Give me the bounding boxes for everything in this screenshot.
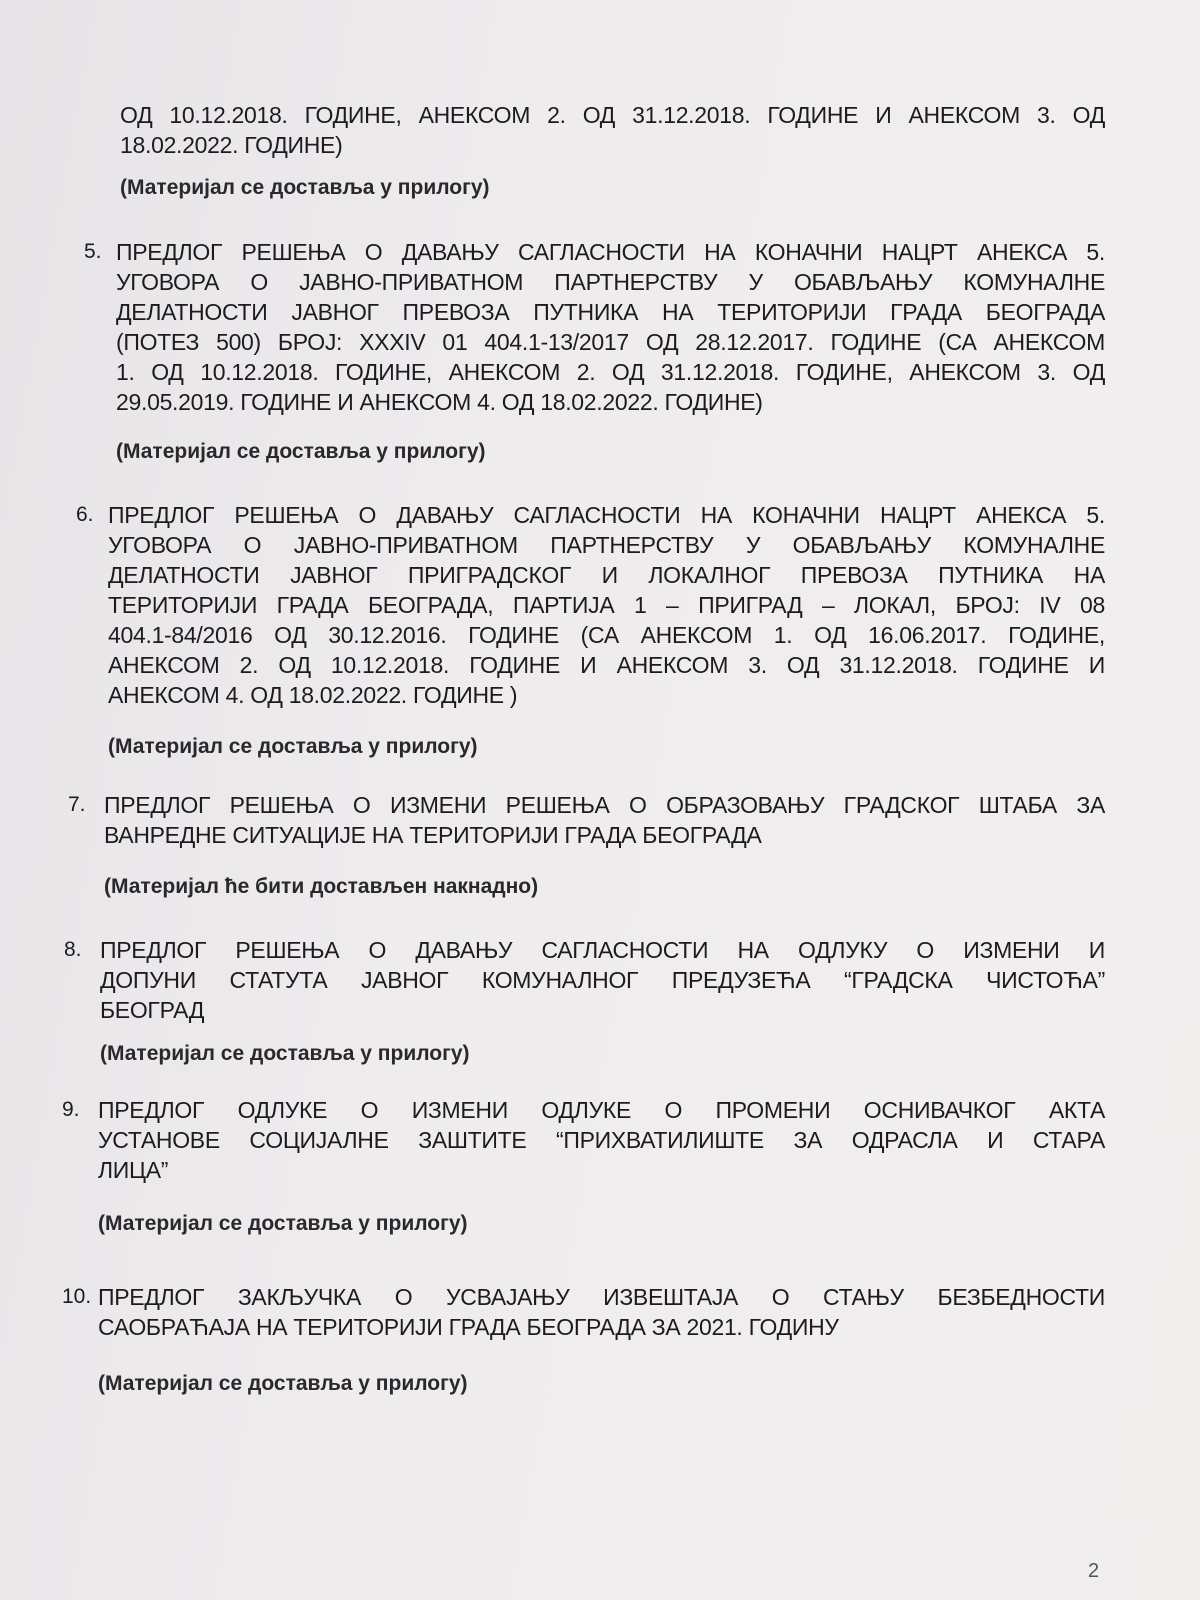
item-number: 9. — [62, 1098, 80, 1121]
agenda-item-text — [98, 1095, 1105, 1185]
agenda-item-text — [100, 935, 1105, 1025]
text-line: ПРЕДЛОГ РЕШЕЊА О ДАВАЊУ САГЛАСНОСТИ НА КОНАЧНИ НАЦРТ АНЕКСА 5. — [116, 239, 1105, 265]
text-line: АНЕКСОМ 2. ОД 10.12.2018. ГОДИНЕ И АНЕКСОМ 3. ОД 31.12.2018. ГОДИНЕ И — [108, 652, 1105, 678]
material-note: (Материјал се доставља у прилогу) — [120, 176, 490, 199]
text-line: ДЕЛАТНОСТИ ЈАВНОГ ПРИГРАДСКОГ И ЛОКАЛНОГ ПРЕВОЗА ПУТНИКА НА — [108, 562, 1105, 588]
text-line: ПРЕДЛОГ РЕШЕЊА О ДАВАЊУ САГЛАСНОСТИ НА ОДЛУКУ О ИЗМЕНИ И — [100, 937, 1105, 963]
text-line: 18.02.2022. ГОДИНЕ) — [120, 132, 343, 158]
agenda-item-text — [108, 500, 1105, 710]
agenda-item-text — [98, 1282, 1105, 1342]
agenda-item-text — [104, 790, 1105, 850]
material-note: (Материјал се доставља у прилогу) — [116, 440, 486, 463]
agenda-item-text — [116, 237, 1105, 417]
text-line: ПРЕДЛОГ РЕШЕЊА О ДАВАЊУ САГЛАСНОСТИ НА КОНАЧНИ НАЦРТ АНЕКСА 5. — [108, 502, 1105, 528]
material-note: (Материјал се доставља у прилогу) — [98, 1372, 468, 1395]
item-number: 5. — [84, 240, 102, 263]
material-note: (Материјал ће бити достављен накнадно) — [104, 875, 539, 898]
text-line: УСТАНОВЕ СОЦИЈАЛНЕ ЗАШТИТЕ “ПРИХВАТИЛИШТЕ ЗА ОДРАСЛА И СТАРА — [98, 1127, 1105, 1153]
material-note: (Материјал се доставља у прилогу) — [108, 735, 478, 758]
text-line: ЛИЦА” — [98, 1157, 169, 1183]
text-line: ПРЕДЛОГ ЗАКЉУЧКА О УСВАЈАЊУ ИЗВЕШТАЈА О СТАЊУ БЕЗБЕДНОСТИ — [98, 1284, 1105, 1310]
page-number: 2 — [1088, 1560, 1100, 1582]
text-line: САОБРАЋАЈА НА ТЕРИТОРИЈИ ГРАДА БЕОГРАДА ЗА 2021. ГОДИНУ — [98, 1314, 839, 1340]
continuation-text — [120, 100, 1105, 160]
text-line: ДОПУНИ СТАТУТА ЈАВНОГ КОМУНАЛНОГ ПРЕДУЗЕЋА “ГРАДСКА ЧИСТОЋА” — [100, 967, 1105, 993]
text-line: ТЕРИТОРИЈИ ГРАДА БЕОГРАДА, ПАРТИЈА 1 – ПРИГРАД – ЛОКАЛ, БРОЈ: IV 08 — [108, 592, 1105, 618]
item-number: 7. — [68, 793, 86, 816]
text-line: ПРЕДЛОГ РЕШЕЊА О ИЗМЕНИ РЕШЕЊА О ОБРАЗОВАЊУ ГРАДСКОГ ШТАБА ЗА — [104, 792, 1105, 818]
text-line: АНЕКСОМ 4. ОД 18.02.2022. ГОДИНЕ ) — [108, 682, 518, 708]
text-line: УГОВОРА О ЈАВНО-ПРИВАТНОМ ПАРТНЕРСТВУ У ОБАВЉАЊУ КОМУНАЛНЕ — [116, 269, 1105, 295]
text-line: УГОВОРА О ЈАВНО-ПРИВАТНОМ ПАРТНЕРСТВУ У ОБАВЉАЊУ КОМУНАЛНЕ — [108, 532, 1105, 558]
text-line: 404.1-84/2016 ОД 30.12.2016. ГОДИНЕ (СА АНЕКСОМ 1. ОД 16.06.2017. ГОДИНЕ, — [108, 622, 1105, 648]
item-number: 6. — [76, 503, 94, 526]
text-line: ВАНРЕДНЕ СИТУАЦИЈЕ НА ТЕРИТОРИЈИ ГРАДА БЕОГРАДА — [104, 822, 762, 848]
item-number: 8. — [64, 938, 82, 961]
text-line: БЕОГРАД — [100, 997, 205, 1023]
text-line: 29.05.2019. ГОДИНЕ И АНЕКСОМ 4. ОД 18.02.2022. ГОДИНЕ) — [116, 389, 763, 415]
material-note: (Материјал се доставља у прилогу) — [98, 1212, 468, 1235]
text-line: 1. ОД 10.12.2018. ГОДИНЕ, АНЕКСОМ 2. ОД 31.12.2018. ГОДИНЕ, АНЕКСОМ 3. ОД — [116, 359, 1105, 385]
text-line: ОД 10.12.2018. ГОДИНЕ, АНЕКСОМ 2. ОД 31.12.2018. ГОДИНЕ И АНЕКСОМ 3. ОД — [120, 102, 1105, 128]
text-line: ПРЕДЛОГ ОДЛУКЕ О ИЗМЕНИ ОДЛУКЕ О ПРОМЕНИ ОСНИВАЧКОГ АКТА — [98, 1097, 1105, 1123]
text-line: (ПОТЕЗ 500) БРОЈ: XXXIV 01 404.1-13/2017 ОД 28.12.2017. ГОДИНЕ (СА АНЕКСОМ — [116, 329, 1105, 355]
material-note: (Материјал се доставља у прилогу) — [100, 1042, 470, 1065]
item-number: 10. — [62, 1285, 92, 1308]
text-line: ДЕЛАТНОСТИ ЈАВНОГ ПРЕВОЗА ПУТНИКА НА ТЕРИТОРИЈИ ГРАДА БЕОГРАДА — [116, 299, 1105, 325]
